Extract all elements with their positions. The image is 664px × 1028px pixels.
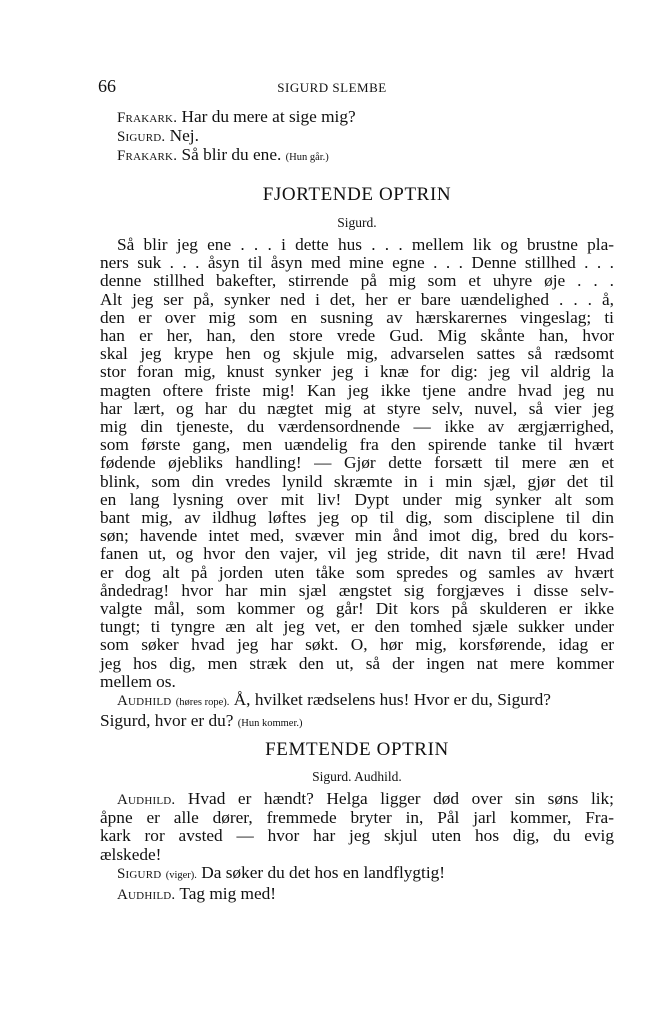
- speaker-name: Audhild: [117, 693, 172, 710]
- text-line: tungt; ti tyngre æn alt jeg vet, er den tomhed sjæle sukker under: [100, 617, 614, 637]
- text-line: som søker hvad jeg har søkt. O, hør mig, korsførende, idag er: [100, 635, 614, 655]
- text-line: bant mig, av ildhug løftes jeg op til dig, som disciplene til din: [100, 508, 614, 528]
- text-line: Alt jeg ser på, synker ned i det, her er bare uændelighed . . . å,: [100, 289, 614, 309]
- dialogue-line: [100, 864, 614, 885]
- dialogue-line: [100, 885, 614, 904]
- text-line: har lært, og har du nægtet mig at styre selv, nuvel, så vier jeg: [100, 398, 614, 418]
- text-line: som første gang, men uændelig fra den spirende tanke til hvært: [100, 435, 614, 455]
- stage-direction: (høres rope).: [175, 697, 230, 709]
- stage-direction: (Hun kommer.): [237, 718, 303, 730]
- speaker-name: Audhild.: [117, 887, 176, 904]
- text-line: fødende øjebliks handling! — Gjør dette forsætt til mere æn et: [100, 453, 614, 473]
- page-header: [0, 74, 664, 98]
- speech: Tag mig med!: [179, 884, 277, 904]
- scene-14-monologue: [100, 236, 614, 733]
- speaker-name: Sigurd.: [117, 129, 166, 146]
- running-title: SIGURD SLEMBE: [277, 80, 387, 95]
- text-line: valgte mål, som kommer og går! Dit kors på skulderen er ikke: [100, 599, 614, 619]
- text-line: [100, 790, 614, 809]
- text-line: jeg hos dig, men stræk den ut, så der ingen nat mere kommer: [100, 653, 614, 673]
- scene-14-title: FJORTENDE OPTRIN: [262, 184, 452, 205]
- dialogue-line: [100, 127, 614, 146]
- text-line: mellem os.: [100, 671, 176, 691]
- speech: Så blir du ene.: [181, 145, 282, 165]
- text-line: magten oftere friste mig! Kan jeg ikke tjene andre hvad jeg nu: [100, 380, 614, 400]
- text-line: fanen ut, og hvor den vajer, vil jeg stride, dit navn til ære! Hvad: [100, 544, 614, 564]
- text-line: denne stillhed bakefter, stirrende på mig som et uhyre øje . . .: [100, 271, 614, 291]
- text-line: kark ror avsted — hvor har jeg skjul uten hos dig, du evig: [100, 826, 614, 846]
- dialogue-line: [100, 108, 614, 127]
- speech: Har du mere at sige mig?: [181, 107, 356, 126]
- text-line: er dog alt på jorden uten tåke som spredes og samles av hvært: [100, 562, 614, 582]
- speech: Hvad er hændt? Helga ligger død over sin søns lik;: [187, 789, 614, 808]
- scene-15-dialogue: [100, 790, 614, 904]
- scene-14-persons: Sigurd.: [337, 215, 377, 230]
- speech: Da søker du det hos en landflygtig!: [201, 862, 446, 882]
- text-line: ælskede!: [100, 844, 162, 864]
- speech: Sigurd, hvor er du?: [100, 711, 234, 731]
- stage-direction: (Hun går.): [285, 152, 329, 164]
- speech: Å, hvilket rædselens hus! Hvor er du, Sigurd?: [233, 690, 551, 710]
- text-line: åpne er alle dører, fremmede bryter in, Pål jarl kommer, Fra-: [100, 808, 614, 828]
- page-number: 66: [98, 76, 116, 96]
- speaker-name: Sigurd: [117, 865, 162, 882]
- text-line: åndedrag! hvor har min sjæl ængstet sig forgjæves i disse selv-: [100, 580, 614, 600]
- scene-15-title: FEMTENDE OPTRIN: [265, 739, 449, 760]
- text-line: Så blir jeg ene . . . i dette hus . . . mellem lik og brustne pla-: [117, 235, 614, 254]
- speech: Nej.: [169, 126, 199, 146]
- text-line: blink, som din vredes lynild skræmte in i min sjæl, gjør det til: [100, 471, 614, 491]
- speaker-name: Frakark.: [117, 110, 178, 126]
- text-line: søn; havende intet med, svæver min ånd imot dig, bred du kors-: [100, 526, 614, 546]
- speaker-name: Audhild.: [117, 792, 176, 808]
- text-line: han er her, han, den store vrede Gud. Mig skånte han, hvor: [100, 326, 614, 346]
- text-line: den er over mig som en susning av hærskarernes vingeslag; ti: [100, 307, 614, 327]
- top-dialogue: [100, 108, 614, 168]
- text-line: mig din tjeneste, du værdensordnende — ikke av ærgjærrighed,: [100, 417, 614, 437]
- text-line: ners suk . . . åsyn til åsyn med mine egne . . . Denne stillhed . . .: [100, 253, 614, 273]
- text-line: en lang lysning over mit liv! Dypt under mig synker alt som: [100, 489, 614, 509]
- text-line: stor foran mig, knust synker jeg i knæ for dig: jeg vil aldrig la: [100, 362, 614, 382]
- text-line: skal jeg krype hen og skjule mig, advarselen sattes så rædsomt: [100, 344, 614, 364]
- stage-direction: (viger).: [165, 869, 197, 881]
- dialogue-line: [100, 712, 614, 733]
- scene-15-persons: Sigurd. Audhild.: [312, 769, 402, 784]
- speaker-name: Frakark.: [117, 148, 178, 165]
- dialogue-line: [100, 691, 614, 712]
- dialogue-line: [100, 146, 614, 167]
